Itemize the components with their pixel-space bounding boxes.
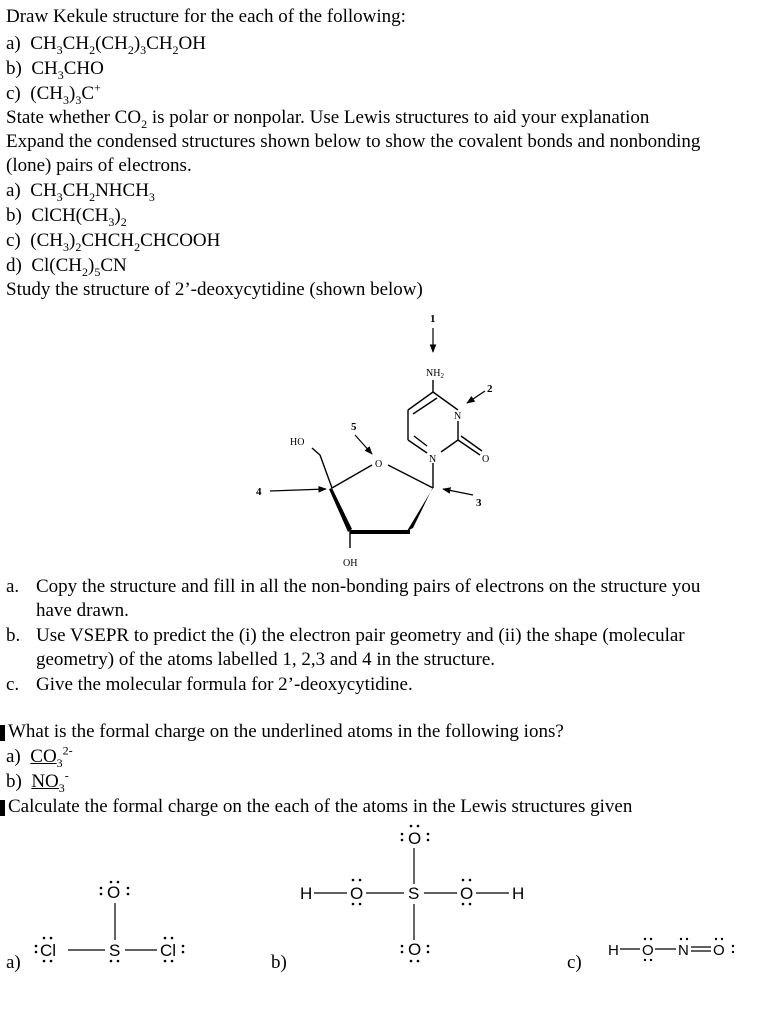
q5-a: a) $CO_3^{2-}$ — [6, 743, 73, 770]
q1-title: Draw Kekule structure for the each of the following: — [6, 6, 406, 27]
lewis-b-o-right: O — [460, 884, 474, 903]
lewis-c-o1: O — [642, 942, 654, 959]
lewis-c-h: H — [608, 942, 619, 959]
q4-part-b: b. — [6, 625, 21, 646]
q4-title: Study the structure of 2’-deoxycytidine (shown below) — [6, 279, 423, 300]
lewis-a-cl-left: Cl — [40, 941, 57, 960]
lewis-b-label: b) — [271, 952, 287, 973]
label-ho: HO — [290, 437, 305, 448]
q3-c: c) $(CH_3)_2CHCH_2CHCOOH$ — [6, 230, 221, 254]
lewis-c-o2: O — [713, 942, 725, 959]
lewis-b-h-right: H — [512, 884, 525, 903]
arrow-label-2: 2 — [487, 383, 493, 395]
q4-part-a-text-1: Copy the structure and fill in all the non-bonding pairs of electrons on the structure you — [36, 576, 701, 597]
q1-c: c) $(CH_3)_3C^+$ — [6, 80, 101, 107]
q3-text-2: (lone) pairs of electrons. — [6, 155, 192, 176]
deoxycytidine-structure — [0, 300, 783, 572]
q5-title: What is the formal charge on the underlined atoms in the following ions? — [0, 721, 564, 743]
lewis-b-h-left: H — [300, 884, 313, 903]
q4-part-b-text-2: geometry) of the atoms labelled 1, 2,3 and 4 in the structure. — [36, 649, 496, 670]
lewis-b-s: S — [408, 884, 420, 903]
q6-title: Calculate the formal charge on the each of the atoms in the Lewis structures given — [0, 796, 632, 818]
lewis-b-o-bottom: O — [408, 940, 422, 959]
q1-a: a) $CH_3CH_2(CH_2)_3CH_2OH$ — [6, 33, 206, 57]
label-n-top: N — [454, 411, 462, 422]
label-oh: OH — [343, 558, 358, 569]
lewis-a-o: O — [107, 883, 121, 902]
q4-part-b-text-1: Use VSEPR to predict the (i) the electron pair geometry and (ii) the shape (molecular — [36, 625, 685, 646]
lewis-structures — [0, 820, 783, 1020]
label-o-carbonyl: O — [482, 454, 490, 465]
label-n-bottom: N — [429, 454, 437, 465]
arrow-label-5: 5 — [351, 421, 357, 433]
label-o-ring: O — [375, 459, 383, 470]
q2-text: State whether $CO_2$ is polar or nonpolar. Use Lewis structures to aid your explanation — [6, 107, 650, 131]
lewis-a-s: S — [109, 941, 121, 960]
arrow-label-4: 4 — [256, 486, 262, 498]
q4-part-c-text: Give the molecular formula for 2’-deoxycytidine. — [36, 674, 413, 695]
q3-d: d) $Cl(CH_2)_5CN$ — [6, 255, 127, 279]
lewis-a-label: a) — [6, 952, 21, 973]
q1-b: b) $CH_3CHO$ — [6, 58, 104, 82]
lewis-c-n: N — [678, 942, 689, 959]
arrow-label-1: 1 — [430, 313, 436, 325]
lewis-b-o-left: O — [350, 884, 364, 903]
q4-part-a-text-2: have drawn. — [36, 600, 129, 621]
label-nh2: $NH_2$ — [426, 368, 444, 380]
q5-b: b) $NO_3^-$ — [6, 768, 69, 795]
q3-text-1: Expand the condensed structures shown below to show the covalent bonds and nonbonding — [6, 131, 701, 152]
q4-part-a: a. — [6, 576, 20, 597]
lewis-c-label: c) — [567, 952, 582, 973]
q3-b: b) $ClCH(CH_3)_2$ — [6, 205, 127, 229]
lewis-b-o-top: O — [408, 829, 422, 848]
arrow-label-3: 3 — [476, 497, 482, 509]
q4-part-c: c. — [6, 674, 20, 695]
q3-a: a) $CH_3CH_2NHCH_3$ — [6, 180, 155, 204]
lewis-a-cl-right: Cl — [160, 941, 177, 960]
